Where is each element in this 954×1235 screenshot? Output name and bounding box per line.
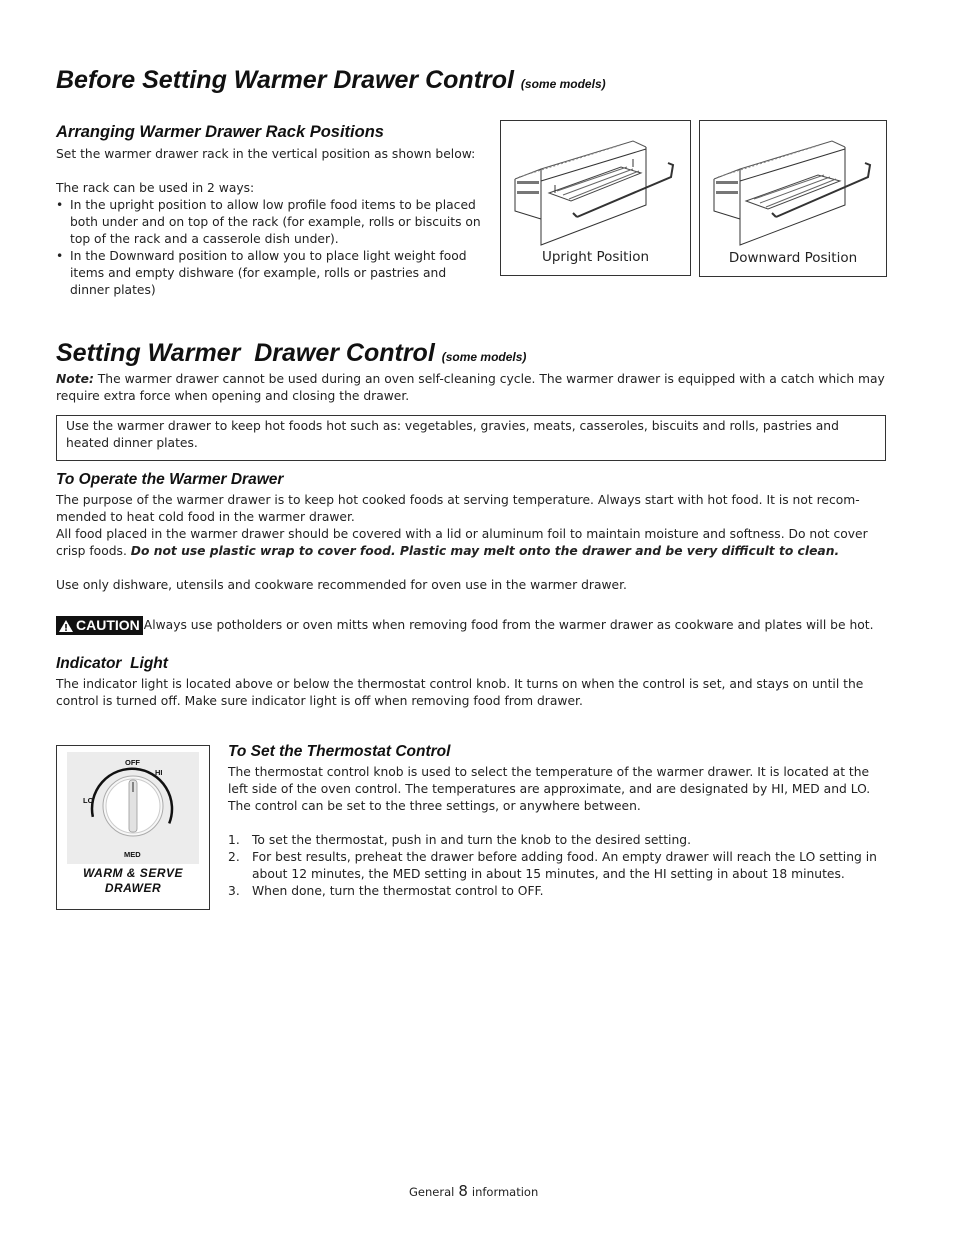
section-title-setting <box>56 339 526 368</box>
note-text: The warmer drawer cannot be used during an oven self-cleaning cycle. The warmer drawer is equipped with a catch which may require extra force when opening and closing the drawer. <box>56 372 885 403</box>
rack-positions-text <box>56 146 486 299</box>
footer-left: General <box>409 1185 455 1199</box>
footer-right: information <box>471 1185 539 1199</box>
operate-heading: To Operate the Warmer Drawer <box>56 471 284 488</box>
section-title-note: (some models) <box>441 350 527 364</box>
figure-caption-downward: Downward Position <box>728 250 858 266</box>
indicator-text: The indicator light is located above or below the thermostat control knob. It turns on when the control is set, and stays on until the control is turned off. Make sure indicator light is off when removing food from drawer. <box>56 677 864 708</box>
figure-caption-upright: Upright Position <box>541 249 650 265</box>
list-item: 3. When done, turn the thermostat control to OFF. <box>228 884 544 898</box>
warmer-note <box>56 371 886 405</box>
drawer-downward-illustration <box>700 121 886 251</box>
drawer-upright-illustration <box>501 121 690 251</box>
knob-label-med: MED <box>124 850 141 859</box>
tip-box <box>56 415 886 461</box>
warning-triangle-icon <box>58 619 74 633</box>
operate-text <box>56 492 886 594</box>
figure-upright-position <box>500 120 691 276</box>
operate-paragraph-2: All food placed in the warmer drawer should be covered with a lid or aluminum foil to maintain moisture and softness. Do not cover crisp foods. Do not use plastic wrap to cover food. Plastic may melt onto the drawer and be very difficult to clean. <box>56 527 868 558</box>
caution-badge <box>56 616 143 635</box>
list-item: • In the upright position to allow low profile food items to be placed both under and on top of the rack (for example, rolls or biscuits on top of the rack and a casserole dish under). <box>56 197 486 248</box>
thermostat-knob-figure <box>56 745 210 910</box>
list-item: • In the Downward position to allow you to place light weight food items and empty dishware (for example, rolls or pastries and dinner plates) <box>56 248 486 299</box>
caution-text: Always use potholders or oven mitts when removing food from the warmer drawer as cookware and plates will be hot. <box>143 618 874 632</box>
list-item: 1. To set the thermostat, push in and turn the knob to the desired setting. <box>228 833 691 847</box>
tip-text: Use the warmer drawer to keep hot foods hot such as: vegetables, gravies, meats, casseroles, biscuits and rolls, pastries and heated dinner plates. <box>66 419 839 450</box>
note-label: Note: <box>56 372 94 386</box>
operate-warning-bold: Do not use plastic wrap to cover food. Plastic may melt onto the drawer and be very difficult to clean. <box>130 544 840 558</box>
indicator-heading: Indicator Light <box>56 655 168 672</box>
rack-ways: The rack can be used in 2 ways: <box>56 181 255 195</box>
knob-caption: WARM & SERVE DRAWER <box>82 866 183 895</box>
section-title-before-setting <box>56 66 606 95</box>
rack-positions-heading: Arranging Warmer Drawer Rack Positions <box>56 123 384 141</box>
caution-line <box>56 616 896 635</box>
knob-label-lo: LO <box>83 796 94 805</box>
operate-paragraph-3: Use only dishware, utensils and cookware recommended for oven use in the warmer drawer. <box>56 578 627 592</box>
rack-intro: Set the warmer drawer rack in the vertical position as shown below: <box>56 147 476 161</box>
figure-downward-position <box>699 120 887 277</box>
thermostat-paragraph: The thermostat control knob is used to select the temperature of the warmer drawer. It is located at the left side of the oven control. The temperatures are approximate, and are designated by HI, MED and LO. The control can be set to the three settings, or anywhere between. <box>228 765 871 813</box>
section-title-text: Setting Warmer Drawer Control <box>56 339 435 367</box>
page-footer <box>409 1182 538 1200</box>
caution-label: CAUTION <box>76 617 140 633</box>
knob-label-off: OFF <box>125 758 140 767</box>
page-number: 8 <box>458 1182 468 1200</box>
list-item: 2. For best results, preheat the drawer before adding food. An empty drawer will reach the LO setting in about 12 minutes, the MED setting in about 15 minutes, and the HI setting in about 18 minutes. <box>228 850 877 881</box>
thermostat-steps <box>228 832 888 900</box>
knob-label-hi: HI <box>155 768 163 777</box>
operate-paragraph-1: The purpose of the warmer drawer is to keep hot cooked foods at serving temperature. Always start with hot food. It is not recom-mended to heat cold food in the warmer drawer. <box>56 493 860 524</box>
section-title-text: Before Setting Warmer Drawer Control <box>56 66 514 94</box>
rack-usage-list <box>56 197 486 299</box>
section-title-note: (some models) <box>520 77 606 91</box>
thermostat-heading: To Set the Thermostat Control <box>228 743 451 760</box>
thermostat-text <box>228 764 888 900</box>
